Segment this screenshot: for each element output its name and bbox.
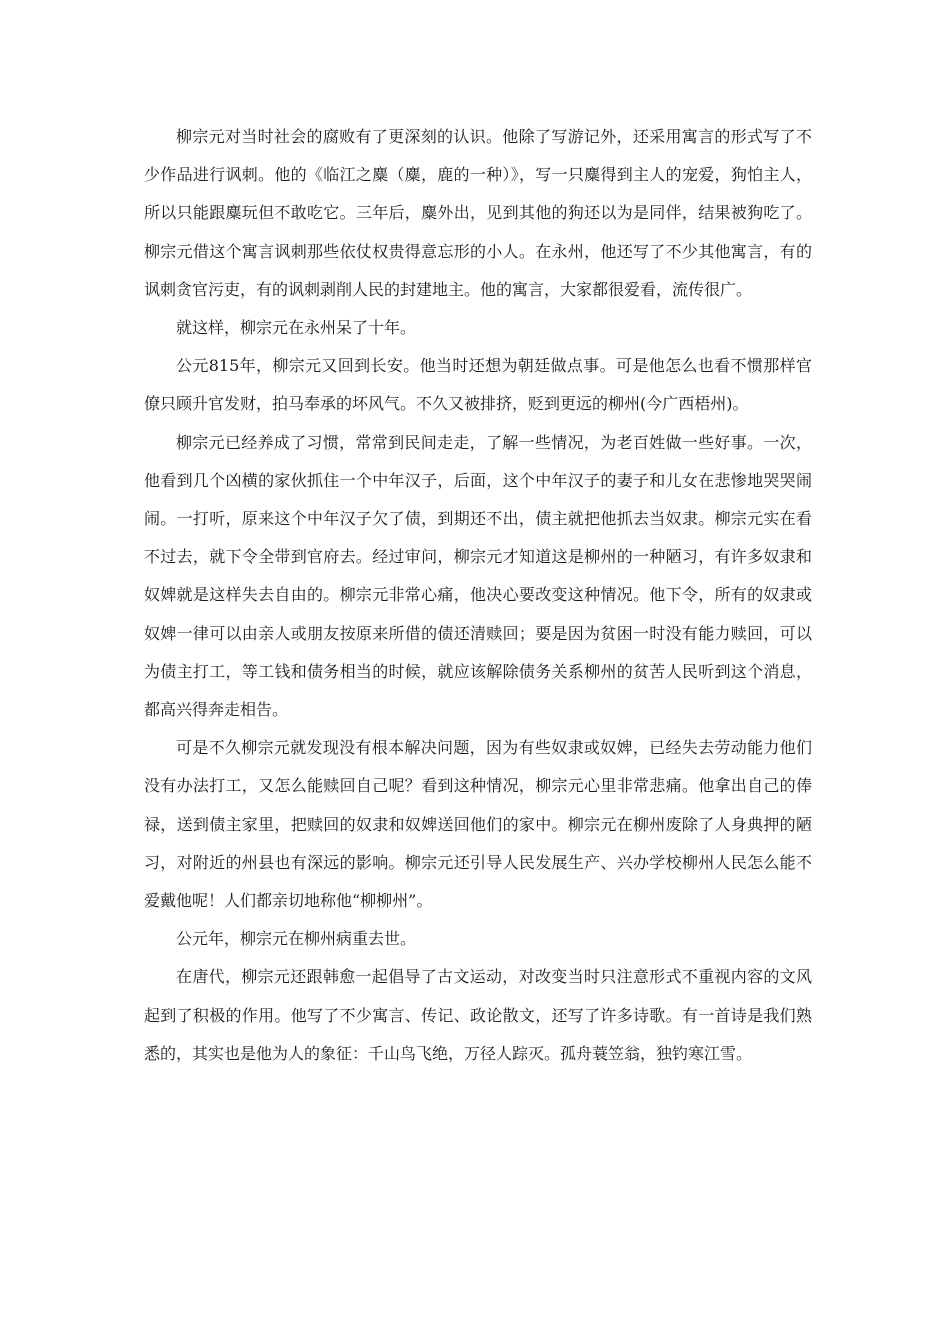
paragraph-death: 公元年，柳宗元在柳州病重去世。 [176, 929, 417, 949]
paragraph-liuzhou-slaves: 柳宗元已经养成了习惯，常常到民间走走，了解一些情况，为老百姓做一些好事。一次，他看到几个凶横的家伙抓住一个中年汉子，后面，这个中年汉子的妻子和儿女在悲惨地哭哭闹闹。一打听，原来这个中年汉子欠了债，到期还不出，债主就把他抓去当奴隶。柳宗元实在看不过去，就下令全带到官府去。经过审问，柳宗元才知道这是柳州的一种陋习，有许多奴隶和奴婢就是这样失去自由的。柳宗元非常心痛，他决心要改变这种情况。他下令，所有的奴隶或奴婢一律可以由亲人或朋友按原来所借的债还清赎回；要是因为贫困一时没有能力赎回，可以为债主打工，等工钱和债务相当的时候，就应该解除债务关系柳州的贫苦人民听到这个消息，都高兴得奔走相告。 [144, 432, 812, 720]
paragraph-ten-years: 就这样，柳宗元在永州呆了十年。 [176, 318, 417, 338]
paragraph-ransom: 可是不久柳宗元就发现没有根本解决问题，因为有些奴隶或奴婢，已经失去劳动能力他们没有办法打工，又怎么能赎回自己呢？看到这种情况，柳宗元心里非常悲痛。他拿出自己的俸禄，送到债主家里，把赎回的奴隶和奴婢送回他们的家中。柳宗元在柳州废除了人身典押的陋习，对附近的州县也有深远的影响。柳宗元还引导人民发展生产、兴办学校柳州人民怎么能不爱戴他呢！人们都亲切地称他“柳柳州”。 [144, 738, 812, 911]
paragraph-legacy: 在唐代，柳宗元还跟韩愈一起倡导了古文运动，对改变当时只注意形式不重视内容的文风起到了积极的作用。他写了不少寓言、传记、政论散文，还写了许多诗歌。有一首诗是我们熟悉的，其实也是他为人的象征：千山鸟飞绝，万径人踪灭。孤舟蓑笠翁，独钓寒江雪。 [144, 967, 812, 1063]
article-body [144, 118, 812, 1073]
paragraph-return-changan: 公元815年，柳宗元又回到长安。他当时还想为朝廷做点事。可是他怎么也看不惯那样官僚只顾升官发财，拍马奉承的坏风气。不久又被排挤，贬到更远的柳州(今广西梧州)。 [144, 356, 812, 414]
paragraph-fables: 柳宗元对当时社会的腐败有了更深刻的认识。他除了写游记外，还采用寓言的形式写了不少作品进行讽刺。他的《临江之麋（麋，鹿的一种）》，写一只麋得到主人的宠爱，狗怕主人，所以只能跟麋玩但不敢吃它。三年后，麋外出，见到其他的狗还以为是同伴，结果被狗吃了。柳宗元借这个寓言讽刺那些依仗权贵得意忘形的小人。在永州，他还写了不少其他寓言，有的讽刺贪官污吏，有的讽刺剥削人民的封建地主。他的寓言，大家都很爱看，流传很广。 [144, 127, 812, 299]
